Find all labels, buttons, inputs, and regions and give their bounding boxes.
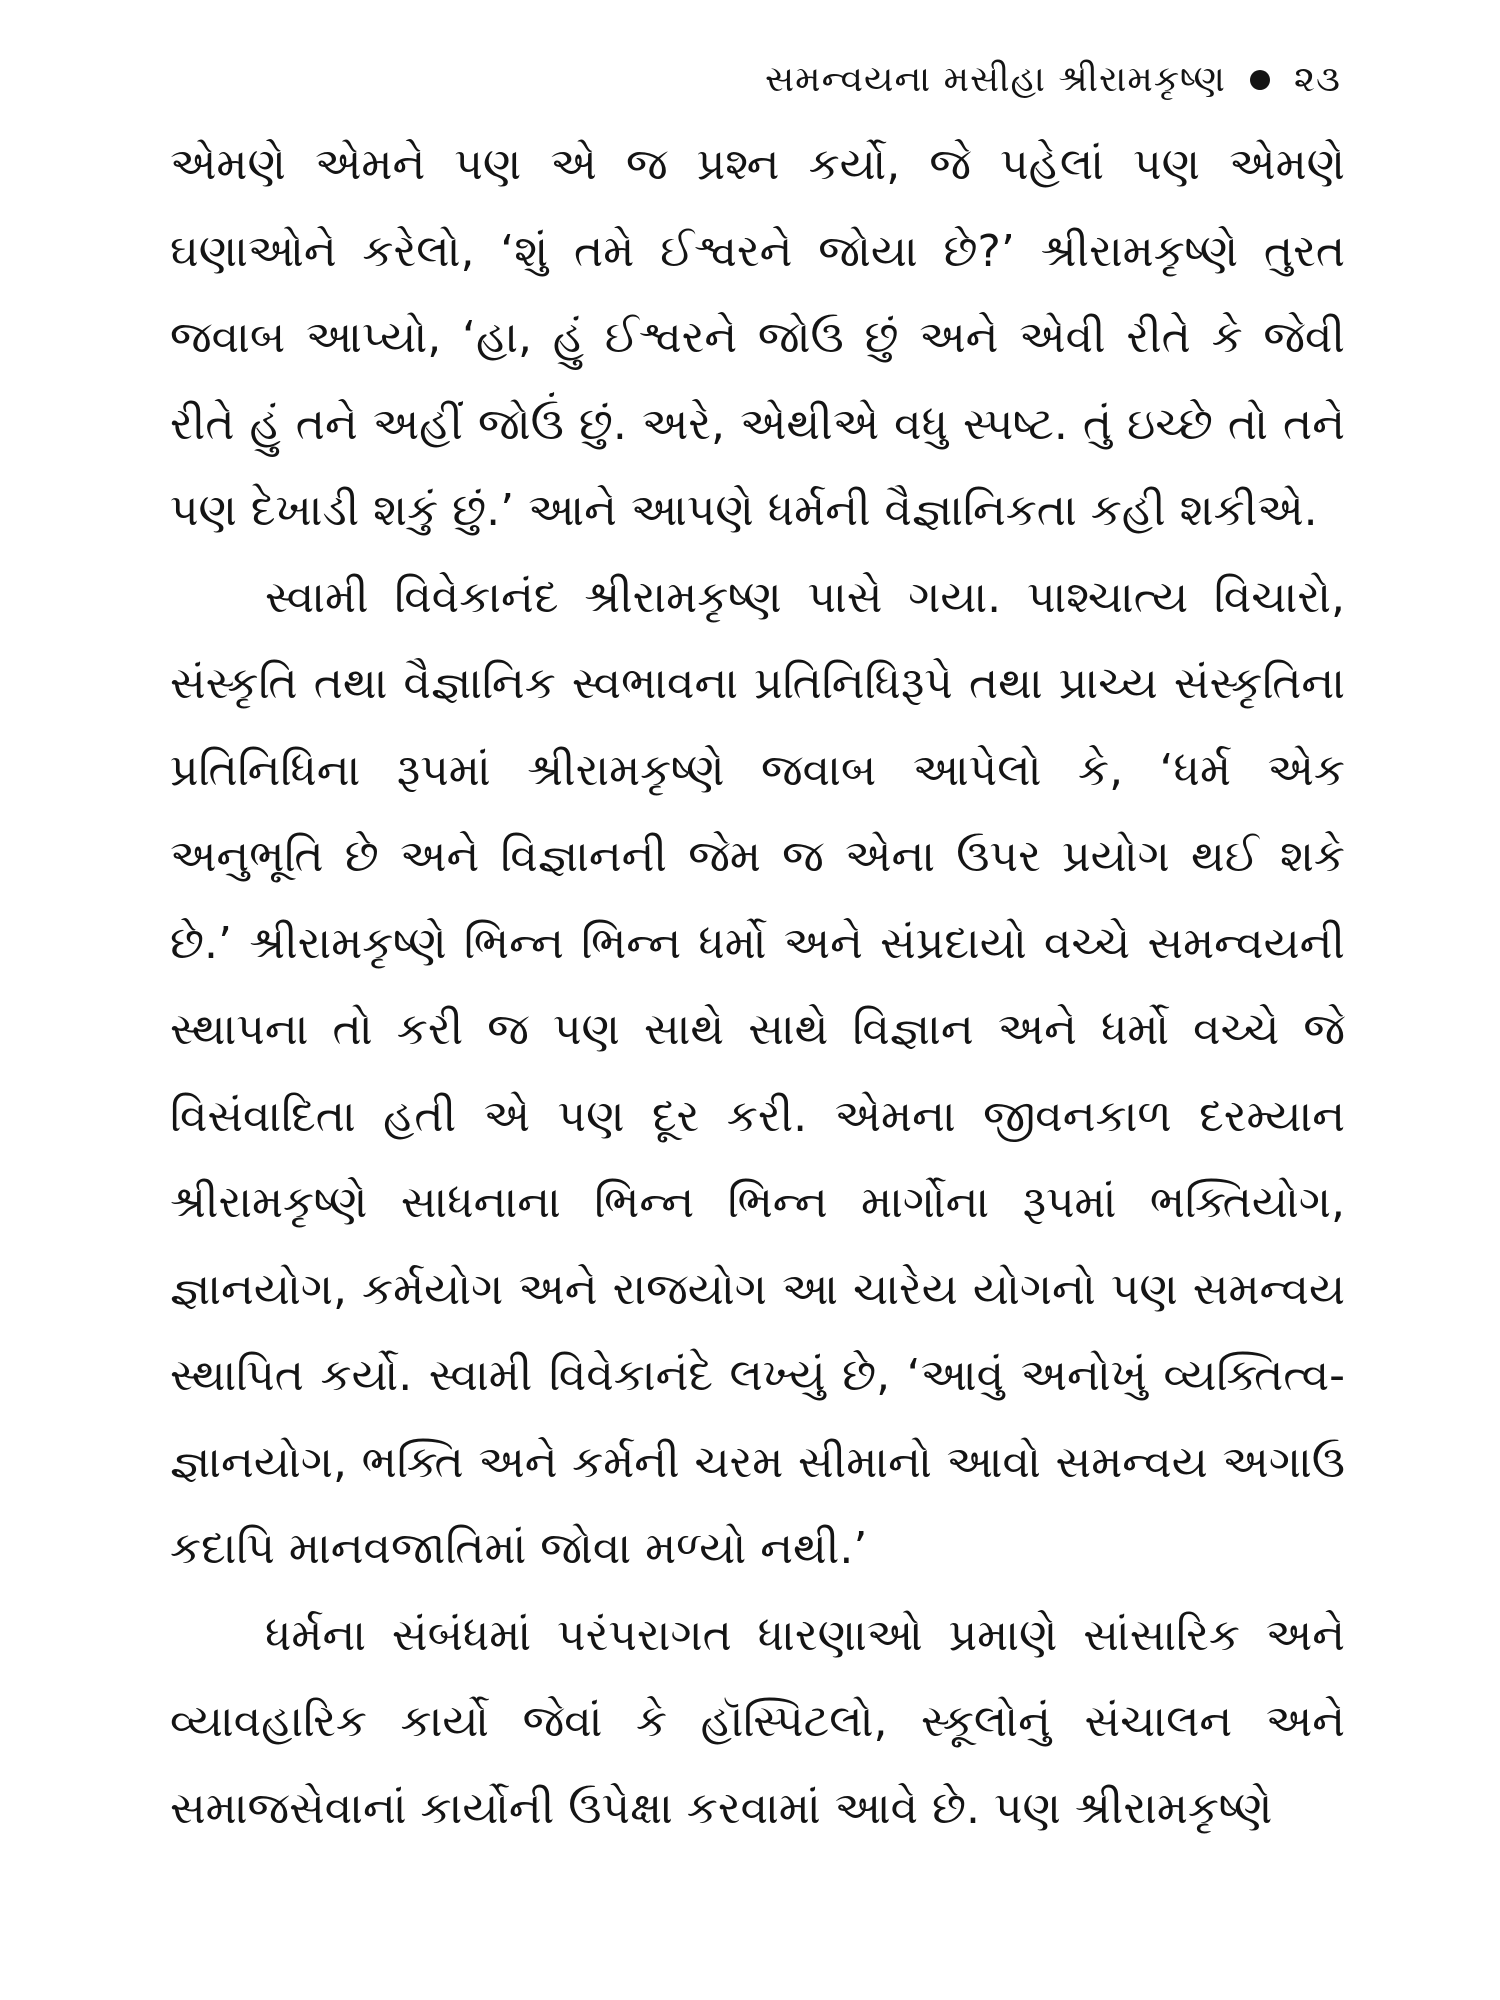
paragraph-3: ધર્મના સંબંધમાં પરંપરાગત ધારણાઓ પ્રમાણે સાંસારિક અને વ્યાવહારિક કાર્યો જેવાં કે હૉસ્પિટલો, સ્કૂલોનું સંચાલન અને સમાજસેવાનાં કાર્યોની ઉપેક્ષા કરવામાં આવે છે. પણ શ્રીરામકૃષ્ણે <box>170 1609 1345 1834</box>
book-page <box>170 40 1345 1970</box>
body-text <box>170 122 1345 1852</box>
paragraph-1: એમણે એમને પણ એ જ પ્રશ્ન કર્યો, જે પહેલાં પણ એમણે ઘણાઓને કરેલો, ‘શું તમે ઈશ્વરને જોયા છે?’ શ્રીરામકૃષ્ણે તુરત જવાબ આપ્યો, ‘હા, હું ઈશ્વરને જોઉ છું અને એવી રીતે કે જેવી રીતે હું તને અહીં જોઉં છું. અરે, એથીએ વધુ સ્પષ્ટ. તું ઇચ્છે તો તને પણ દેખાડી શકું છું.’ આને આપણે ધર્મની વૈજ્ઞાનિકતા કહી શકીએ. <box>170 139 1345 536</box>
paragraph-2: સ્વામી વિવેકાનંદ શ્રીરામકૃષ્ણ પાસે ગયા. પાશ્ચાત્ય વિચારો, સંસ્કૃતિ તથા વૈજ્ઞાનિક સ્વભાવના પ્રતિનિધિરૂપે તથા પ્રાચ્ય સંસ્કૃતિના પ્રતિનિધિના રૂપમાં શ્રીરામકૃષ્ણે જવાબ આપેલો કે, ‘ધર્મ એક અનુભૂતિ છે અને વિજ્ઞાનની જેમ જ એના ઉપર પ્રયોગ થઈ શકે છે.’ શ્રીરામકૃષ્ણે ભિન્ન ભિન્ન ધર્મો અને સંપ્રદાયો વચ્ચે સમન્વયની સ્થાપના તો કરી જ પણ સાથે સાથે વિજ્ઞાન અને ધર્મો વચ્ચે જે વિસંવાદિતા હતી એ પણ દૂર કરી. એમના જીવનકાળ દરમ્યાન શ્રીરામકૃષ્ણે સાધનાના ભિન્ન ભિન્ન માર્ગોના રૂપમાં ભક્તિયોગ, જ્ઞાનયોગ, કર્મયોગ અને રાજયોગ આ ચારેય યોગનો પણ સમન્વય સ્થાપિત કર્યો. સ્વામી વિવેકાનંદે લખ્યું છે, ‘આવું અનોખું વ્યક્તિત્વ-જ્ઞાનયોગ, ભક્તિ અને કર્મની ચરમ સીમાનો આવો સમન્વય અગાઉ કદાપિ માનવજાતિમાં જોવા મળ્યો નથી.’ <box>170 571 1345 1574</box>
bullet-icon <box>1250 70 1270 90</box>
running-title: સમન્વયના મસીહા શ્રીરામકૃષ્ણ <box>765 59 1226 100</box>
running-header <box>170 40 1345 120</box>
page-number: ૨૩ <box>1293 59 1341 100</box>
